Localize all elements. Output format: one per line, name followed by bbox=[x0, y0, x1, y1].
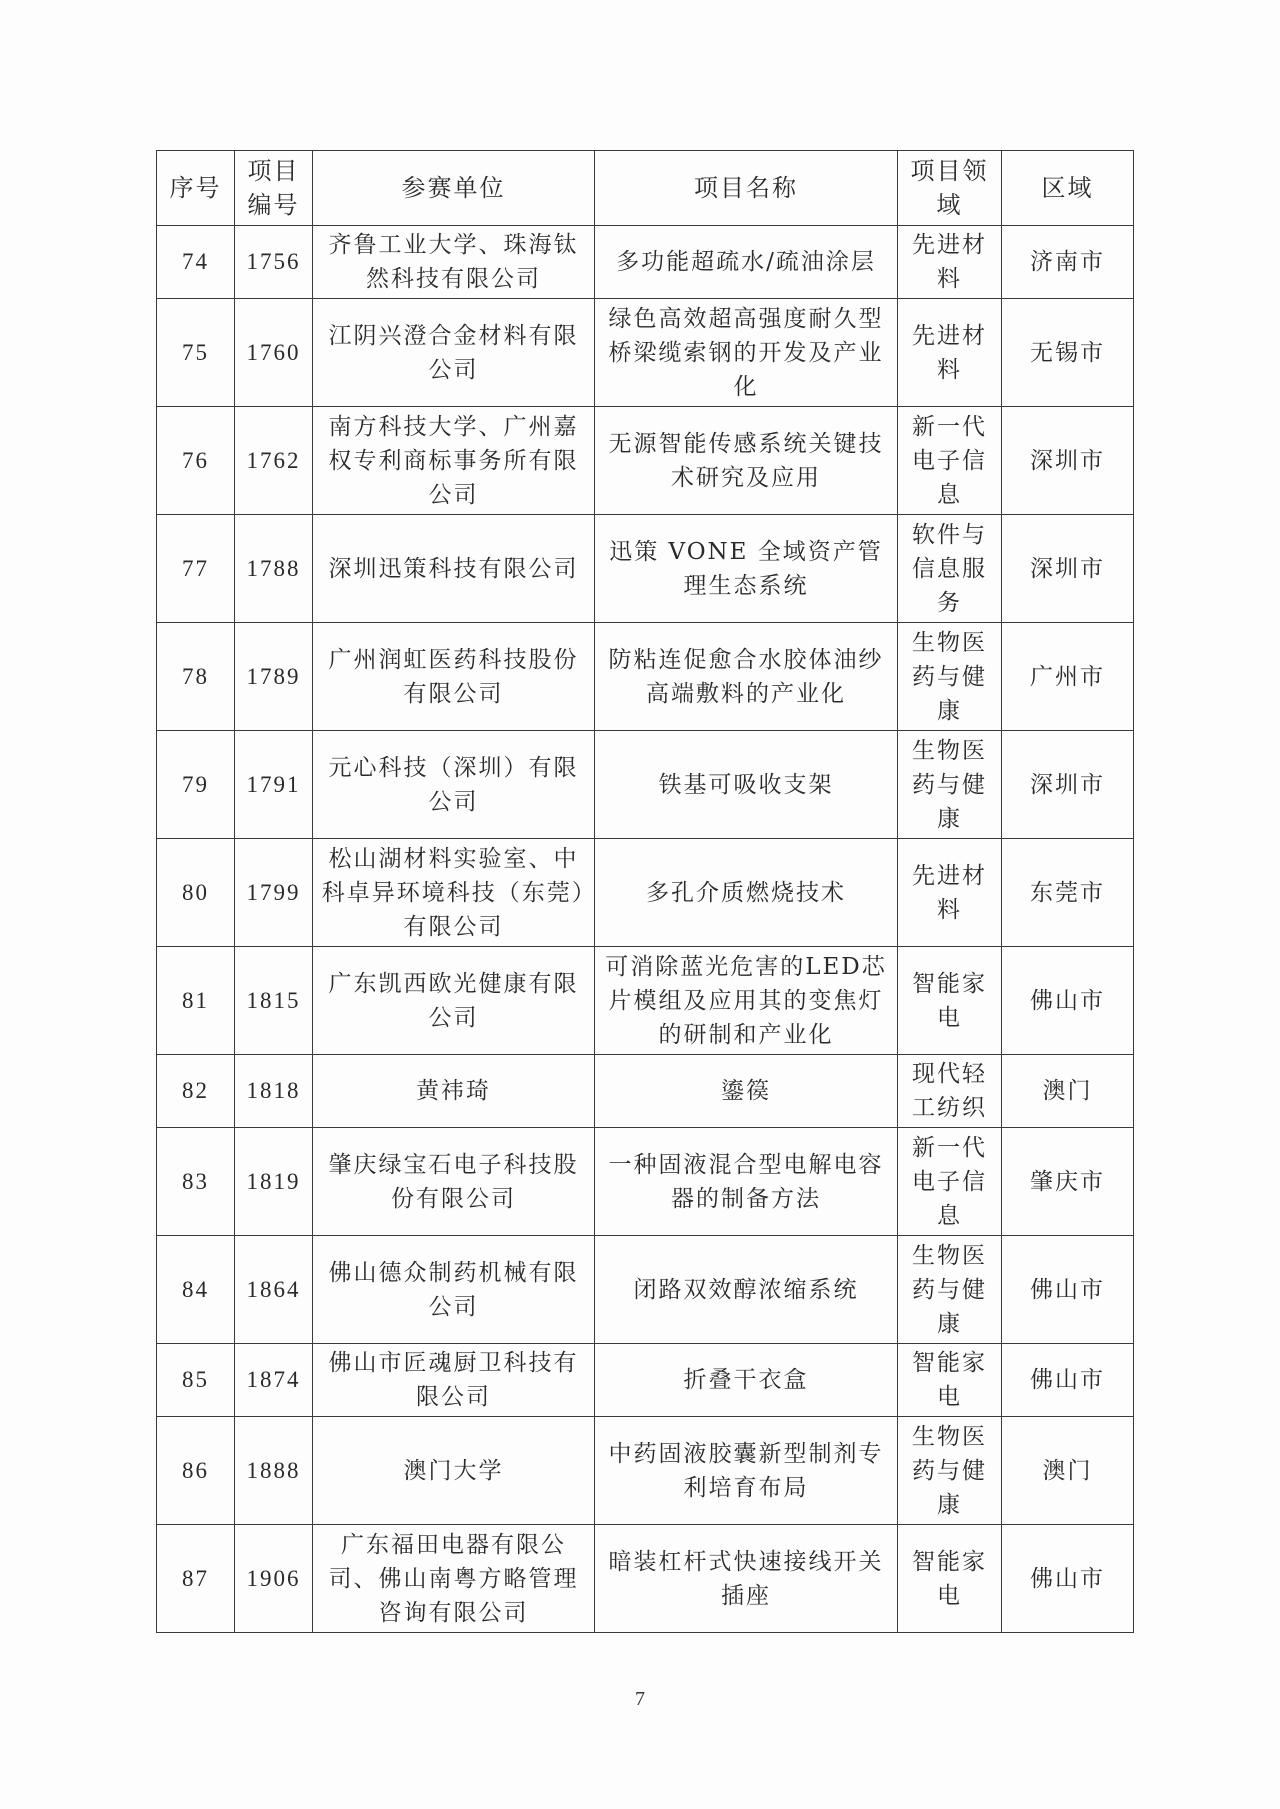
cell-project-name: 多孔介质燃烧技术 bbox=[595, 839, 898, 947]
table-row bbox=[157, 947, 1134, 1055]
cell-region: 无锡市 bbox=[1002, 299, 1134, 407]
cell-region: 广州市 bbox=[1002, 623, 1134, 731]
award-list-table bbox=[156, 150, 1134, 1633]
cell-project-name: 防粘连促愈合水胶体油纱高端敷料的产业化 bbox=[595, 623, 898, 731]
table-row bbox=[157, 1128, 1134, 1236]
cell-seq: 85 bbox=[157, 1344, 235, 1417]
cell-code: 1762 bbox=[235, 407, 313, 515]
cell-region: 肇庆市 bbox=[1002, 1128, 1134, 1236]
header-region: 区域 bbox=[1002, 151, 1134, 226]
cell-org: 松山湖材料实验室、中科卓异环境科技（东莞）有限公司 bbox=[313, 839, 595, 947]
table-row bbox=[157, 623, 1134, 731]
cell-code: 1791 bbox=[235, 731, 313, 839]
cell-code: 1818 bbox=[235, 1055, 313, 1128]
cell-org: 江阴兴澄合金材料有限公司 bbox=[313, 299, 595, 407]
cell-seq: 79 bbox=[157, 731, 235, 839]
cell-seq: 84 bbox=[157, 1236, 235, 1344]
cell-field: 先进材料 bbox=[898, 299, 1002, 407]
table-row bbox=[157, 1417, 1134, 1525]
cell-seq: 74 bbox=[157, 226, 235, 299]
cell-project-name: 闭路双效醇浓缩系统 bbox=[595, 1236, 898, 1344]
cell-org: 深圳迅策科技有限公司 bbox=[313, 515, 595, 623]
cell-project-name: 迅策 VONE 全域资产管理生态系统 bbox=[595, 515, 898, 623]
table-row bbox=[157, 1525, 1134, 1633]
cell-seq: 81 bbox=[157, 947, 235, 1055]
table-row bbox=[157, 1236, 1134, 1344]
cell-field: 新一代电子信息 bbox=[898, 1128, 1002, 1236]
cell-seq: 87 bbox=[157, 1525, 235, 1633]
cell-project-name: 折叠干衣盒 bbox=[595, 1344, 898, 1417]
table-row bbox=[157, 731, 1134, 839]
cell-org: 南方科技大学、广州嘉权专利商标事务所有限公司 bbox=[313, 407, 595, 515]
cell-seq: 83 bbox=[157, 1128, 235, 1236]
cell-project-name: 铁基可吸收支架 bbox=[595, 731, 898, 839]
cell-region: 佛山市 bbox=[1002, 1525, 1134, 1633]
cell-code: 1789 bbox=[235, 623, 313, 731]
cell-code: 1788 bbox=[235, 515, 313, 623]
cell-project-name: 暗装杠杆式快速接线开关插座 bbox=[595, 1525, 898, 1633]
cell-region: 澳门 bbox=[1002, 1417, 1134, 1525]
cell-field: 智能家电 bbox=[898, 947, 1002, 1055]
table-row bbox=[157, 299, 1134, 407]
cell-org: 澳门大学 bbox=[313, 1417, 595, 1525]
cell-org: 黄祎琦 bbox=[313, 1055, 595, 1128]
cell-seq: 86 bbox=[157, 1417, 235, 1525]
cell-code: 1815 bbox=[235, 947, 313, 1055]
cell-org: 广州润虹医药科技股份有限公司 bbox=[313, 623, 595, 731]
cell-seq: 80 bbox=[157, 839, 235, 947]
cell-field: 智能家电 bbox=[898, 1344, 1002, 1417]
cell-project-name: 可消除蓝光危害的LED芯片模组及应用其的变焦灯的研制和产业化 bbox=[595, 947, 898, 1055]
cell-field: 生物医药与健康 bbox=[898, 731, 1002, 839]
table-row bbox=[157, 515, 1134, 623]
table-row bbox=[157, 407, 1134, 515]
cell-field: 新一代电子信息 bbox=[898, 407, 1002, 515]
cell-org: 佛山市匠魂厨卫科技有限公司 bbox=[313, 1344, 595, 1417]
page-number: 7 bbox=[635, 1688, 645, 1710]
cell-org: 广东福田电器有限公司、佛山南粤方略管理咨询有限公司 bbox=[313, 1525, 595, 1633]
cell-seq: 76 bbox=[157, 407, 235, 515]
header-name: 项目名称 bbox=[595, 151, 898, 226]
cell-region: 济南市 bbox=[1002, 226, 1134, 299]
cell-project-name: 无源智能传感系统关键技术研究及应用 bbox=[595, 407, 898, 515]
cell-field: 先进材料 bbox=[898, 226, 1002, 299]
cell-region: 澳门 bbox=[1002, 1055, 1134, 1128]
cell-seq: 75 bbox=[157, 299, 235, 407]
table-row bbox=[157, 839, 1134, 947]
table-header-row bbox=[157, 151, 1134, 226]
cell-code: 1864 bbox=[235, 1236, 313, 1344]
cell-project-name: 绿色高效超高强度耐久型桥梁缆索钢的开发及产业化 bbox=[595, 299, 898, 407]
cell-org: 元心科技（深圳）有限公司 bbox=[313, 731, 595, 839]
cell-org: 齐鲁工业大学、珠海钛然科技有限公司 bbox=[313, 226, 595, 299]
cell-region: 深圳市 bbox=[1002, 407, 1134, 515]
table-body bbox=[157, 226, 1134, 1633]
header-field: 项目领域 bbox=[898, 151, 1002, 226]
cell-region: 佛山市 bbox=[1002, 947, 1134, 1055]
table-row bbox=[157, 1055, 1134, 1128]
cell-field: 现代轻工纺织 bbox=[898, 1055, 1002, 1128]
cell-project-name: 多功能超疏水/疏油涂层 bbox=[595, 226, 898, 299]
cell-code: 1874 bbox=[235, 1344, 313, 1417]
cell-region: 佛山市 bbox=[1002, 1344, 1134, 1417]
cell-code: 1888 bbox=[235, 1417, 313, 1525]
header-code: 项目编号 bbox=[235, 151, 313, 226]
cell-project-name: 中药固液胶囊新型制剂专利培育布局 bbox=[595, 1417, 898, 1525]
cell-code: 1756 bbox=[235, 226, 313, 299]
cell-field: 生物医药与健康 bbox=[898, 1417, 1002, 1525]
header-seq: 序号 bbox=[157, 151, 235, 226]
table-row bbox=[157, 226, 1134, 299]
cell-seq: 77 bbox=[157, 515, 235, 623]
cell-org: 佛山德众制药机械有限公司 bbox=[313, 1236, 595, 1344]
cell-field: 先进材料 bbox=[898, 839, 1002, 947]
cell-project-name: 鎏篌 bbox=[595, 1055, 898, 1128]
cell-field: 生物医药与健康 bbox=[898, 623, 1002, 731]
cell-project-name: 一种固液混合型电解电容器的制备方法 bbox=[595, 1128, 898, 1236]
cell-seq: 78 bbox=[157, 623, 235, 731]
header-org: 参赛单位 bbox=[313, 151, 595, 226]
table-row bbox=[157, 1344, 1134, 1417]
cell-code: 1760 bbox=[235, 299, 313, 407]
cell-org: 广东凯西欧光健康有限公司 bbox=[313, 947, 595, 1055]
cell-code: 1819 bbox=[235, 1128, 313, 1236]
cell-region: 深圳市 bbox=[1002, 515, 1134, 623]
cell-field: 生物医药与健康 bbox=[898, 1236, 1002, 1344]
cell-code: 1799 bbox=[235, 839, 313, 947]
cell-org: 肇庆绿宝石电子科技股份有限公司 bbox=[313, 1128, 595, 1236]
cell-region: 佛山市 bbox=[1002, 1236, 1134, 1344]
cell-region: 深圳市 bbox=[1002, 731, 1134, 839]
cell-field: 智能家电 bbox=[898, 1525, 1002, 1633]
cell-code: 1906 bbox=[235, 1525, 313, 1633]
cell-field: 软件与信息服务 bbox=[898, 515, 1002, 623]
cell-seq: 82 bbox=[157, 1055, 235, 1128]
cell-region: 东莞市 bbox=[1002, 839, 1134, 947]
